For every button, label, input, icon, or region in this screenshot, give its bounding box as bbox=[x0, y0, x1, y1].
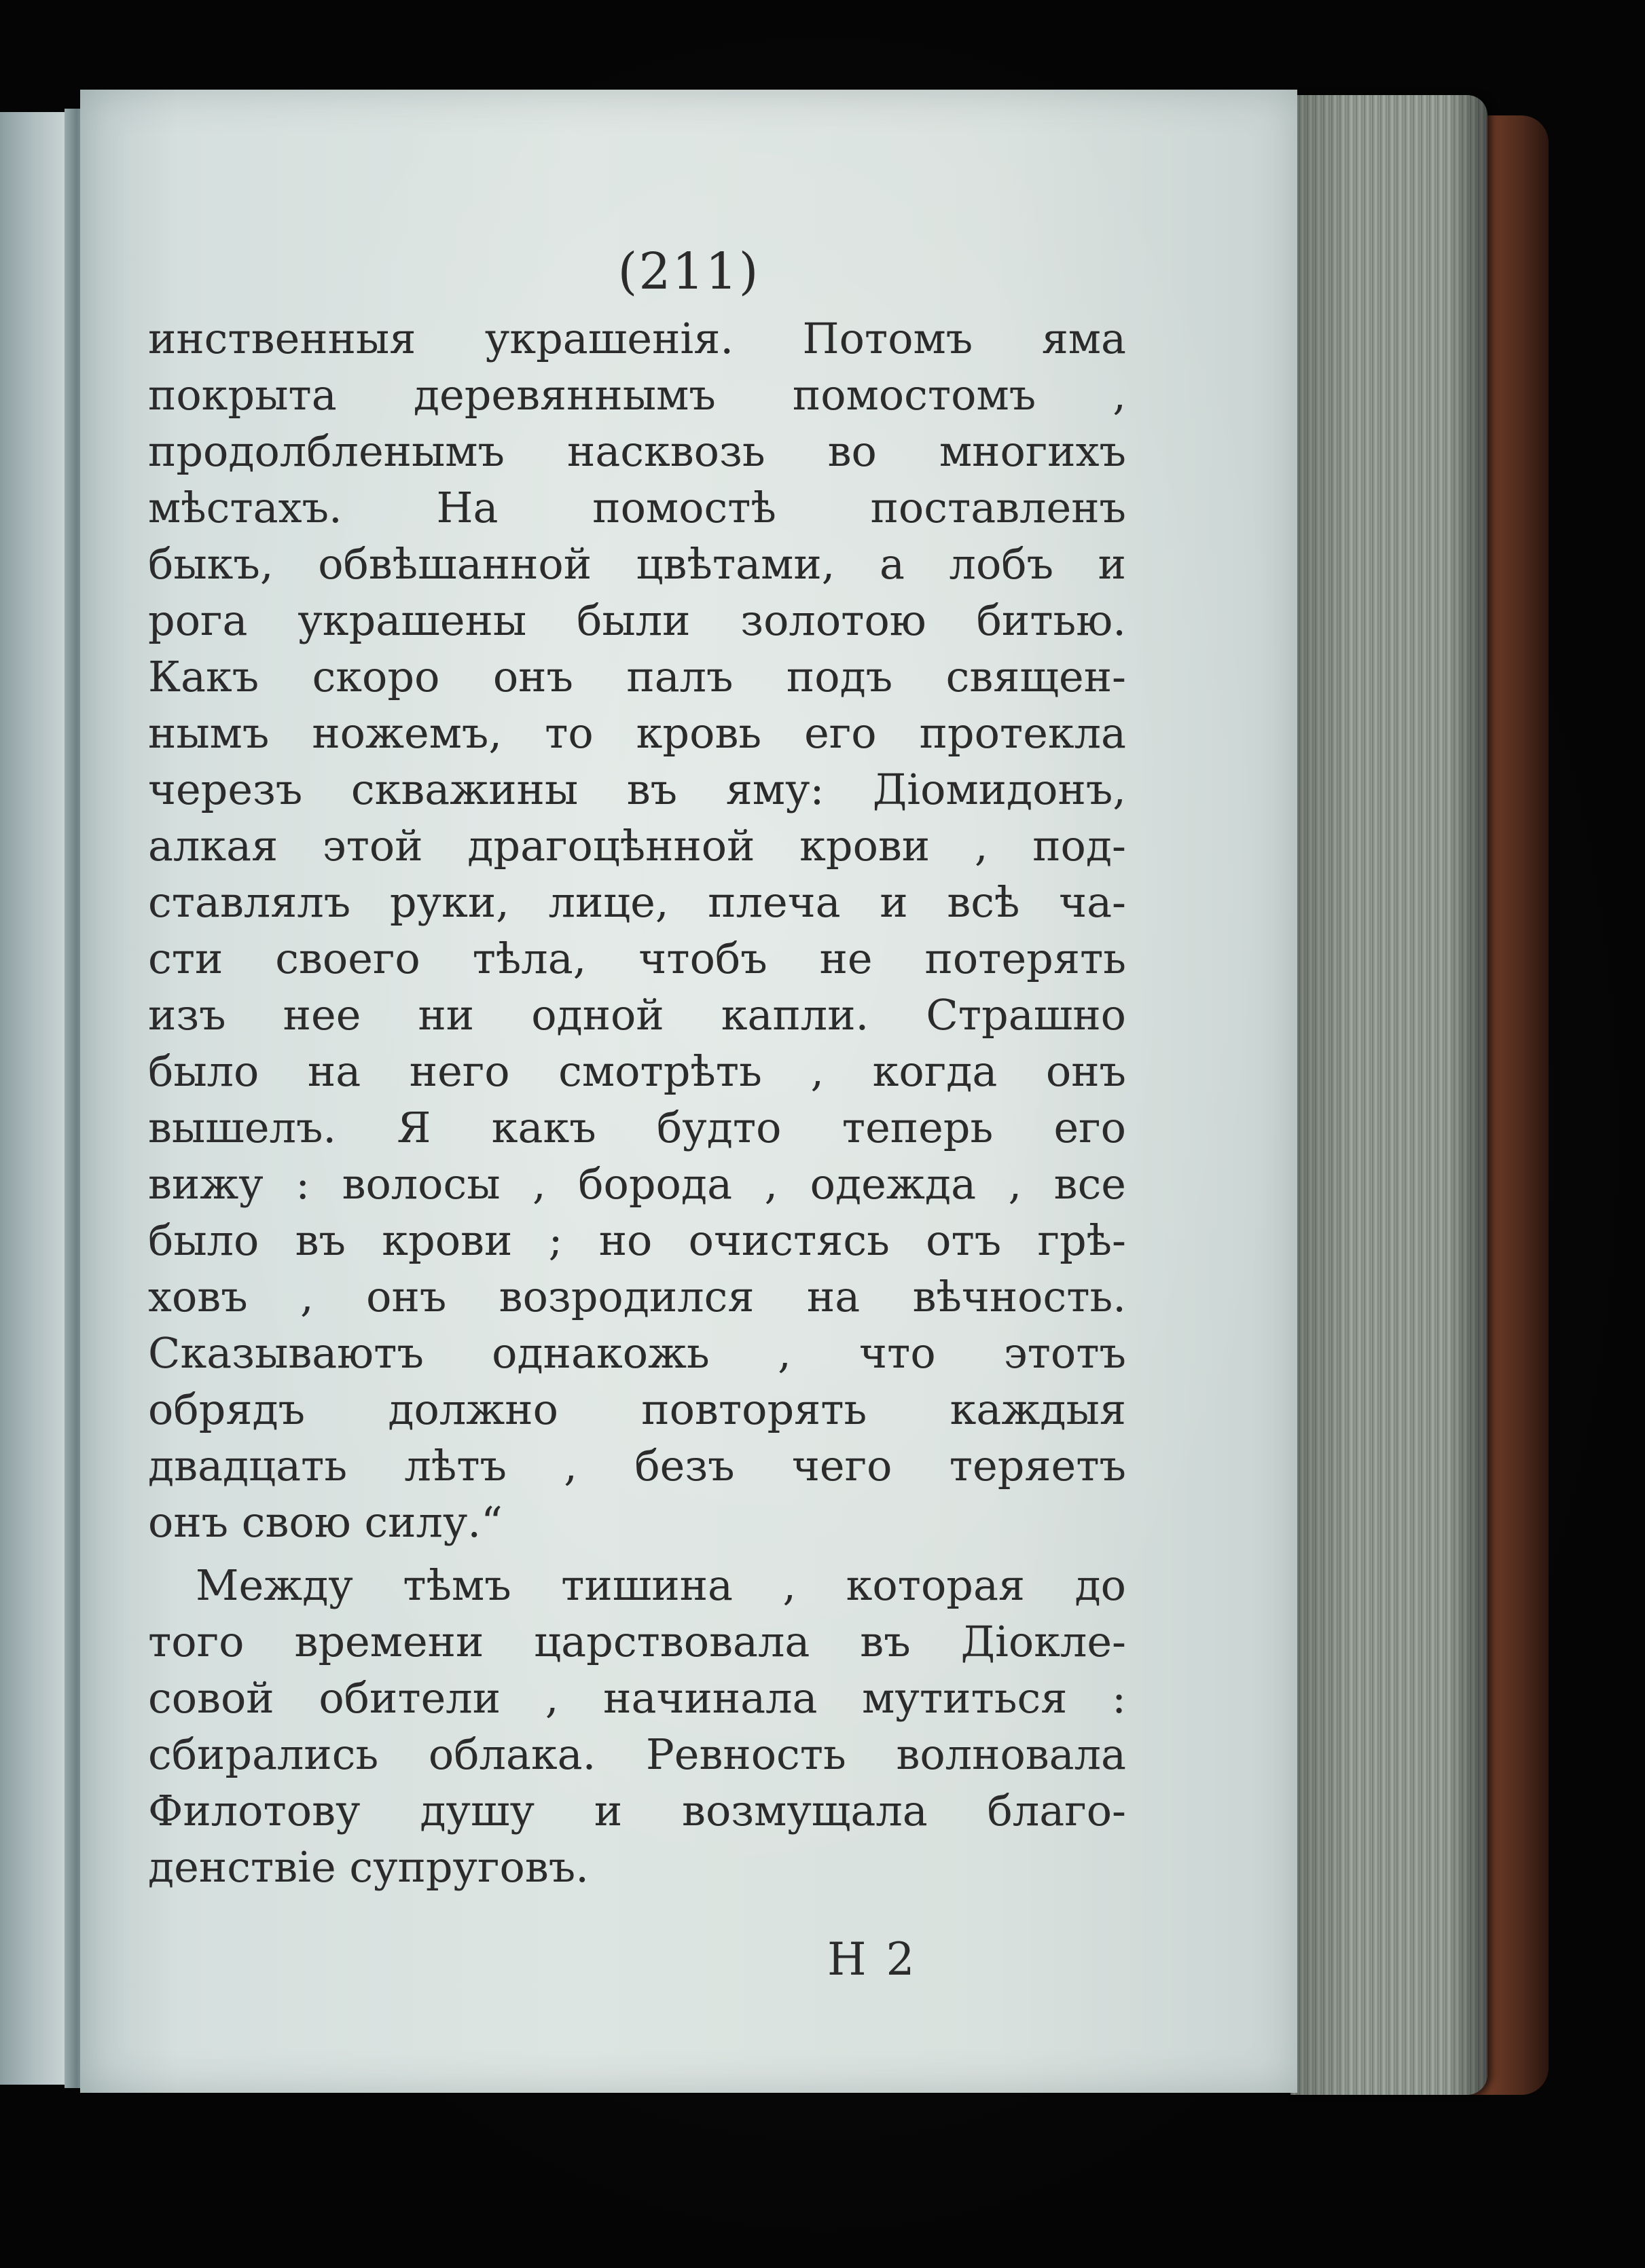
text-line: было на него смотрѣть , когда онъ bbox=[148, 1046, 1126, 1096]
page-edges-shade bbox=[1290, 95, 1487, 2095]
text-line: совой обители , начинала мутиться : bbox=[148, 1673, 1126, 1723]
text-line: двадцать лѣтъ , безъ чего теряетъ bbox=[148, 1441, 1126, 1490]
paragraph-gap bbox=[148, 1550, 1126, 1557]
text-line: покрыта деревяннымъ помостомъ , bbox=[148, 370, 1126, 420]
page-number: (211) bbox=[617, 242, 760, 301]
text-line: вышелъ. Я какъ будто теперь его bbox=[148, 1103, 1126, 1152]
text-line: сти своего тѣла, чтобъ не потерять bbox=[148, 934, 1126, 983]
text-line: было въ крови ; но очистясь отъ грѣ- bbox=[148, 1215, 1126, 1265]
text-line: Сказываютъ однакожь , что этотъ bbox=[148, 1328, 1126, 1378]
text-line: онъ свою силу.“ bbox=[148, 1497, 503, 1547]
text-line: алкая этой драгоцѣнной крови , под- bbox=[148, 821, 1126, 871]
text-line: черезъ скважины въ яму: Діомидонъ, bbox=[148, 765, 1126, 814]
signature-mark: Н 2 bbox=[827, 1933, 918, 1986]
text-line: ховъ , онъ возродился на вѣчность. bbox=[148, 1272, 1126, 1321]
text-line: того времени царствовала въ Діокле- bbox=[148, 1617, 1126, 1666]
text-line: ставлялъ руки, лице, плеча и всѣ ча- bbox=[148, 877, 1126, 927]
book-page bbox=[80, 90, 1297, 2093]
text-line: продолбленымъ насквозь во многихъ bbox=[148, 426, 1126, 476]
text-line: мѣстахъ. На помостѣ поставленъ bbox=[148, 483, 1126, 532]
text-line: инственныя украшенія. Потомъ яма bbox=[148, 314, 1126, 363]
text-line: обрядъ должно повторять каждыя bbox=[148, 1385, 1126, 1434]
text-line: Какъ скоро онъ палъ подъ священ- bbox=[148, 652, 1126, 701]
text-line: денствіе супруговъ. bbox=[148, 1842, 589, 1892]
page-text bbox=[148, 310, 1126, 1895]
text-line: вижу : волосы , борода , одежда , все bbox=[148, 1159, 1126, 1209]
text-line: рога украшены были золотою битью. bbox=[148, 596, 1126, 645]
text-line: нымъ ножемъ, то кровь его протекла bbox=[148, 708, 1126, 758]
text-line: сбирались облака. Ревность волновала bbox=[148, 1730, 1126, 1779]
text-line: Филотову душу и возмущала благо- bbox=[148, 1786, 1126, 1835]
text-line: изъ нее ни одной капли. Страшно bbox=[148, 990, 1126, 1040]
text-line: быкъ, обвѣшанной цвѣтами, а лобъ и bbox=[148, 539, 1126, 589]
text-line: Между тѣмъ тишина , которая до bbox=[196, 1560, 1126, 1610]
